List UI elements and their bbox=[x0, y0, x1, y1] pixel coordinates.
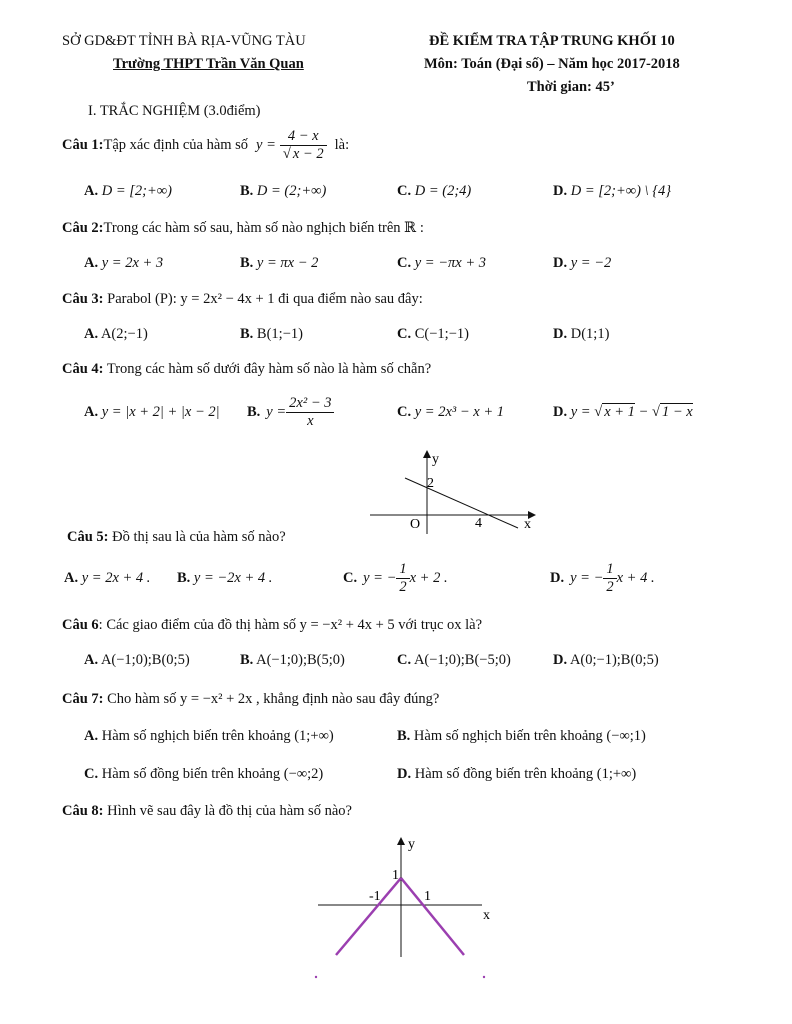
option-b[interactable] bbox=[397, 728, 646, 745]
option-text: A(−1;0);B(5;0) bbox=[256, 652, 345, 668]
option-text: Hàm số đồng biến trên khoảng (1;+∞) bbox=[414, 766, 637, 782]
option-letter: B. bbox=[397, 728, 411, 744]
option-b[interactable] bbox=[240, 183, 326, 200]
equation-lhs: y = bbox=[266, 403, 287, 420]
option-d[interactable] bbox=[550, 557, 655, 599]
option-letter: B. bbox=[177, 570, 191, 586]
option-d[interactable] bbox=[397, 766, 636, 783]
option-letter: C. bbox=[397, 652, 412, 668]
option-letter: B. bbox=[240, 255, 254, 271]
option-letter: A. bbox=[84, 255, 99, 271]
question-text: Tập xác định của hàm số bbox=[103, 136, 249, 153]
question-text: Trong các hàm số sau, hàm số nào nghịch biến trên ℝ : bbox=[103, 220, 424, 236]
option-text: A(−1;0);B(−5;0) bbox=[413, 652, 511, 668]
option-text: D = (2;4) bbox=[414, 183, 472, 199]
question-label: Câu 6 bbox=[62, 617, 99, 633]
option-c[interactable] bbox=[397, 255, 486, 272]
section-title: I. TRẮC NGHIỆM (3.0điểm) bbox=[88, 103, 261, 119]
fraction-denominator: x bbox=[307, 412, 314, 429]
option-letter: B. bbox=[240, 652, 254, 668]
question-2 bbox=[62, 220, 424, 237]
x-tick-negative-label: -1 bbox=[369, 889, 381, 904]
option-a[interactable] bbox=[84, 728, 334, 745]
option-text: A(−1;0);B(0;5) bbox=[100, 652, 190, 668]
option-text: Hàm số đồng biến trên khoảng (−∞;2) bbox=[101, 766, 324, 782]
option-d[interactable] bbox=[553, 255, 611, 272]
exam-subject: Môn: Toán (Đại số) – Năm học 2017-2018 bbox=[424, 56, 680, 72]
option-letter: B. bbox=[240, 326, 254, 342]
question-8 bbox=[62, 803, 352, 820]
option-letter: D. bbox=[397, 766, 412, 782]
option-text: D = [2;+∞) \ {4} bbox=[570, 183, 672, 199]
y-axis-arrow-icon bbox=[423, 450, 431, 458]
radicand: x + 1 bbox=[604, 404, 635, 420]
option-letter: A. bbox=[84, 728, 99, 744]
y-axis-arrow-icon bbox=[397, 837, 405, 845]
option-text: y = −2 bbox=[570, 255, 612, 271]
fraction bbox=[280, 128, 327, 162]
exam-time: Thời gian: 45’ bbox=[527, 79, 615, 95]
option-letter: A. bbox=[84, 326, 99, 342]
question-text: Trong các hàm số dưới đây hàm số nào là hàm số chẵn? bbox=[106, 361, 432, 377]
option-text: y = |x + 2| + |x − 2| bbox=[101, 404, 220, 420]
question-4 bbox=[62, 361, 431, 378]
fraction-denominator: 2 bbox=[606, 578, 614, 595]
option-text: D(1;1) bbox=[570, 326, 610, 342]
option-text: Hàm số nghịch biến trên khoảng (−∞;1) bbox=[413, 728, 646, 744]
question-1 bbox=[62, 125, 349, 165]
fraction bbox=[603, 561, 616, 595]
option-letter: C. bbox=[397, 404, 412, 420]
fraction bbox=[286, 395, 334, 429]
option-text: D = [2;+∞) bbox=[101, 183, 172, 199]
y-intercept-label: 2 bbox=[427, 476, 434, 491]
equation-lhs: y = − bbox=[570, 569, 604, 586]
question-text: Parabol (P): y = 2x² − 4x + 1 đi qua điểm nào sau đây: bbox=[107, 291, 423, 307]
option-text: y = −πx + 3 bbox=[414, 255, 486, 271]
option-letter: C. bbox=[397, 183, 412, 199]
option-letter: C. bbox=[397, 255, 412, 271]
option-text: A(2;−1) bbox=[100, 326, 148, 342]
question-label: Câu 8: bbox=[62, 803, 104, 819]
option-text: B(1;−1) bbox=[256, 326, 303, 342]
equation-rhs: x + 2 . bbox=[409, 569, 448, 586]
absolute-value-graph bbox=[310, 832, 510, 992]
option-d[interactable] bbox=[553, 183, 671, 200]
question-text: Đồ thị sau là của hàm số nào? bbox=[112, 529, 286, 545]
option-letter: D. bbox=[553, 326, 568, 342]
exam-title bbox=[429, 33, 675, 50]
question-7 bbox=[62, 691, 439, 708]
option-letter: D. bbox=[553, 404, 568, 420]
fraction bbox=[396, 561, 409, 595]
option-text: y = −2x + 4 . bbox=[193, 570, 273, 586]
option-c[interactable] bbox=[397, 183, 471, 200]
option-text: y = 2x + 3 bbox=[101, 255, 164, 271]
school-department: SỞ GD&ĐT TỈNH BÀ RỊA-VŨNG TÀU bbox=[62, 33, 306, 49]
origin-label: O bbox=[410, 517, 421, 532]
equation-lhs: y = bbox=[570, 404, 595, 420]
question-5 bbox=[67, 529, 286, 546]
radicand: 1 − x bbox=[661, 404, 693, 420]
dot-marker bbox=[315, 976, 317, 978]
question-label: Câu 4: bbox=[62, 361, 104, 377]
option-c[interactable] bbox=[343, 557, 448, 599]
option-b[interactable] bbox=[240, 255, 318, 272]
option-letter: A. bbox=[84, 652, 99, 668]
y-intercept-label: 1 bbox=[392, 868, 399, 883]
option-b[interactable] bbox=[240, 652, 345, 669]
y-axis-label: y bbox=[408, 837, 415, 852]
equation-lhs: y = − bbox=[363, 569, 397, 586]
option-a[interactable] bbox=[64, 570, 150, 587]
question-label: Câu 1: bbox=[62, 136, 104, 153]
option-text: D = (2;+∞) bbox=[256, 183, 327, 199]
radicand: x − 2 bbox=[292, 145, 324, 162]
question-label: Câu 7: bbox=[62, 691, 104, 707]
option-b[interactable] bbox=[240, 326, 303, 343]
option-letter: C. bbox=[343, 569, 358, 586]
option-a[interactable] bbox=[84, 404, 220, 421]
option-letter: A. bbox=[84, 404, 99, 420]
x-axis-label: x bbox=[524, 517, 531, 532]
option-c[interactable] bbox=[397, 326, 469, 343]
option-text: A(0;−1);B(0;5) bbox=[569, 652, 659, 668]
option-letter: D. bbox=[553, 255, 568, 271]
option-text: y = πx − 2 bbox=[256, 255, 319, 271]
option-letter: D. bbox=[553, 183, 568, 199]
option-c[interactable] bbox=[397, 404, 504, 421]
x-tick-positive-label: 1 bbox=[424, 889, 431, 904]
operator: − bbox=[634, 404, 652, 420]
option-letter: D. bbox=[553, 652, 568, 668]
option-letter: A. bbox=[84, 183, 99, 199]
option-text: y = 2x + 4 . bbox=[81, 570, 151, 586]
option-b[interactable] bbox=[247, 392, 334, 432]
question-3 bbox=[62, 291, 423, 308]
fraction-numerator: 1 bbox=[396, 561, 409, 579]
fraction-denominator: √ x − 2 bbox=[282, 145, 324, 162]
question-tail: là: bbox=[334, 136, 350, 153]
question-6 bbox=[62, 617, 482, 634]
equation-rhs: x + 4 . bbox=[616, 569, 655, 586]
x-axis-label: x bbox=[483, 908, 490, 923]
option-letter: C. bbox=[397, 326, 412, 342]
fraction-numerator: 4 − x bbox=[280, 128, 327, 146]
option-d[interactable] bbox=[553, 326, 609, 343]
option-c[interactable] bbox=[84, 766, 323, 783]
option-letter: B. bbox=[240, 183, 254, 199]
option-a[interactable] bbox=[84, 652, 190, 669]
option-text: C(−1;−1) bbox=[414, 326, 469, 342]
question-text: Hình vẽ sau đây là đồ thị của hàm số nào? bbox=[107, 803, 352, 819]
y-axis-label: y bbox=[432, 452, 439, 467]
option-c[interactable] bbox=[397, 652, 511, 669]
option-d[interactable]: D. y = √ x + 1 − √ 1 − x bbox=[553, 404, 693, 420]
option-a[interactable] bbox=[84, 255, 163, 272]
fraction-denominator: 2 bbox=[399, 578, 407, 595]
option-letter: C. bbox=[84, 766, 99, 782]
graph-right-branch bbox=[401, 878, 464, 955]
option-a[interactable] bbox=[84, 183, 172, 200]
fraction-numerator: 2x² − 3 bbox=[286, 395, 334, 413]
x-intercept-label: 4 bbox=[475, 516, 482, 531]
option-text: y = 2x³ − x + 1 bbox=[414, 404, 504, 420]
question-text: : Các giao điểm của đồ thị hàm số y = −x² + 4x + 5 với trục ox là? bbox=[98, 617, 483, 633]
option-a[interactable] bbox=[84, 326, 148, 343]
fraction-numerator: 1 bbox=[603, 561, 616, 579]
linear-function-graph bbox=[370, 448, 540, 538]
question-label: Câu 5: bbox=[67, 529, 109, 545]
question-label: Câu 3: bbox=[62, 291, 104, 307]
exam-title-rest: KIỂM TRA TẬP TRUNG KHỐI 10 bbox=[452, 33, 675, 49]
option-letter: B. bbox=[247, 403, 261, 420]
equation-lhs: y = bbox=[256, 136, 276, 153]
question-label: Câu 2: bbox=[62, 220, 104, 236]
option-letter: D. bbox=[550, 569, 565, 586]
option-letter: A. bbox=[64, 570, 79, 586]
question-text: Cho hàm số y = −x² + 2x , khẳng định nào sau đây đúng? bbox=[107, 691, 440, 707]
exam-title-prefix: ĐỀ bbox=[429, 33, 453, 49]
function-line bbox=[405, 478, 518, 528]
school-name: Trường THPT Trần Văn Quan bbox=[113, 56, 304, 72]
option-d[interactable] bbox=[553, 652, 659, 669]
option-b[interactable] bbox=[177, 570, 272, 587]
dot-marker bbox=[483, 976, 485, 978]
option-text: Hàm số nghịch biến trên khoảng (1;+∞) bbox=[101, 728, 334, 744]
